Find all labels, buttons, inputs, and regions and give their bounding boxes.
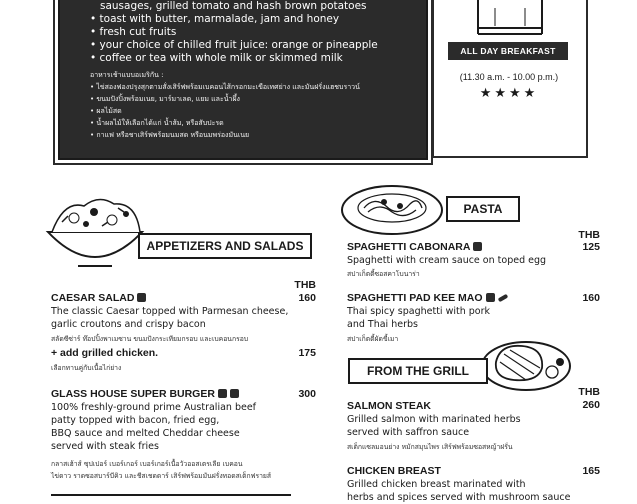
pasta-banner: PASTA	[446, 196, 520, 222]
breakfast-thai-line: • ขนมปังปิ้งพร้อมเนย, มาร์มาเลด, แยม และน้ำผึ้ง	[90, 95, 240, 103]
menu-item-name: SPAGHETTI PAD KEE MAO	[347, 292, 508, 304]
menu-item-desc: herbs and spices served with mushroom sauce	[347, 492, 571, 503]
breakfast-thai-line: • น้ำผลไม้ให้เลือกได้แก่ น้ำส้ม, หรือสับปะรด	[90, 119, 224, 127]
menu-item-desc: served with steak fries	[51, 441, 159, 452]
breakfast-hours: (11.30 a.m. - 10.00 p.m.)	[459, 72, 559, 82]
beef-icon	[230, 389, 239, 398]
menu-item-desc: Grilled chicken breast marinated with	[347, 479, 526, 490]
menu-item-thai: เลือกทานคู่กับเนื้อไก่ย่าง	[51, 364, 122, 372]
pork-icon	[137, 293, 146, 302]
rating-stars: ★★★★	[479, 86, 539, 101]
pasta-currency: THB	[578, 229, 600, 241]
menu-item-desc: 100% freshly-ground prime Australian beef	[51, 402, 257, 413]
menu-item-desc: Spaghetti with cream sauce on toped egg	[347, 255, 547, 266]
breakfast-thai-line: • กาแฟ หรือชาเสิร์ฟพร้อมนมสด หรือนมพร่องมันเนย	[90, 131, 250, 139]
menu-item-desc: and Thai herbs	[347, 319, 418, 330]
breakfast-line: • toast with butter, marmalade, jam and honey	[90, 13, 340, 25]
menu-item-thai: กลาสเฮ้าส์ ซุปเปอร์ เบอร์เกอร์ เบอร์เกอร์เนื้อวัวออสเตรเลีย เบคอน	[51, 460, 243, 468]
menu-item-thai: สลัดซีซ่าร์ ท๊อปปิ้งพาเมซาน ขนมปังกระเทียมกรอบ และเบคอนกรอบ	[51, 335, 249, 343]
menu-item-desc: Grilled salmon with marinated herbs	[347, 414, 521, 425]
menu-item-price: 125	[582, 241, 600, 253]
pork-icon	[486, 293, 495, 302]
breakfast-thai-line: • ผลไม้สด	[90, 107, 122, 115]
menu-item-desc: garlic croutons and crispy bacon	[51, 319, 206, 330]
breakfast-line: • coffee or tea with whole milk or skimmed milk	[90, 52, 343, 64]
menu-item-desc: BBQ sauce and melted Cheddar cheese	[51, 428, 240, 439]
menu-item-thai: สปาเก็ตตี้ซอสคาโบนาร่า	[347, 270, 420, 278]
spaghetti-plate-icon	[340, 178, 444, 240]
appetizers-banner: APPETIZERS AND SALADS	[138, 233, 312, 259]
menu-item-thai: สเต็กแซลมอนย่าง หมักสมุนไพร เสิร์ฟพร้อมซอสหญ้าฝรั่น	[347, 443, 513, 451]
breakfast-thai-line: อาหารเช้าแบบอเมริกัน :	[90, 71, 164, 79]
breakfast-box	[58, 0, 428, 160]
steak-plate-icon	[478, 334, 572, 394]
breakfast-line: • your choice of chilled fruit juice: orange or pineapple	[90, 39, 378, 51]
salad-bowl-icon	[44, 192, 146, 272]
menu-item-price: 175	[298, 347, 316, 359]
menu-item-price: 160	[298, 292, 316, 304]
menu-item-desc: served with saffron sauce	[347, 427, 470, 438]
menu-item-desc: The classic Caesar topped with Parmesan cheese,	[51, 306, 289, 317]
breakfast-line: • fresh cut fruits	[90, 26, 177, 38]
menu-item-name: + add grilled chicken.	[51, 347, 159, 359]
pork-icon	[473, 242, 482, 251]
menu-item-price: 300	[298, 388, 316, 400]
menu-item-name: CHICKEN BREAST	[347, 465, 441, 477]
menu-item-name: SPAGHETTI CABONARA	[347, 241, 482, 253]
menu-item-desc: Thai spicy spaghetti with pork	[347, 306, 491, 317]
menu-item-name: GLASS HOUSE SUPER BURGER	[51, 388, 239, 400]
menu-item-price: 260	[582, 399, 600, 411]
chili-icon	[497, 294, 508, 302]
menu-item-thai: ไข่ดาว ราดซอสบาร์บีคิว และชีสเชดดาร์ เสิร์ฟพร้อมมันฝรั่งทอดสเต็กฟรายส์	[51, 472, 272, 480]
menu-item-name: CAESAR SALAD	[51, 292, 146, 304]
menu-item-name: SALMON STEAK	[347, 400, 431, 412]
next-item-edge	[51, 494, 291, 502]
menu-item-price: 165	[582, 465, 600, 477]
pork-icon	[218, 389, 227, 398]
breakfast-line: sausages, grilled tomato and hash brown potatoes	[100, 0, 367, 12]
grill-currency: THB	[578, 386, 600, 398]
grill-banner: FROM THE GRILL	[348, 358, 488, 384]
appetizers-currency: THB	[294, 279, 316, 291]
all-day-breakfast-ribbon: ALL DAY BREAKFAST	[448, 42, 568, 60]
menu-item-desc: patty topped with bacon, fried egg,	[51, 415, 220, 426]
breakfast-thai-line: • ไข่สองฟองปรุงสุกตามสั่งเสิร์ฟพร้อมเบคอนไส้กรอกมะเขือเทศย่าง และมันฝรั่งแฮชบราวน์	[90, 83, 360, 91]
menu-item-thai: สปาเก็ตตี้ผัดขี้เมา	[347, 335, 399, 343]
menu-item-price: 160	[582, 292, 600, 304]
chef-hat-icon	[470, 0, 550, 42]
